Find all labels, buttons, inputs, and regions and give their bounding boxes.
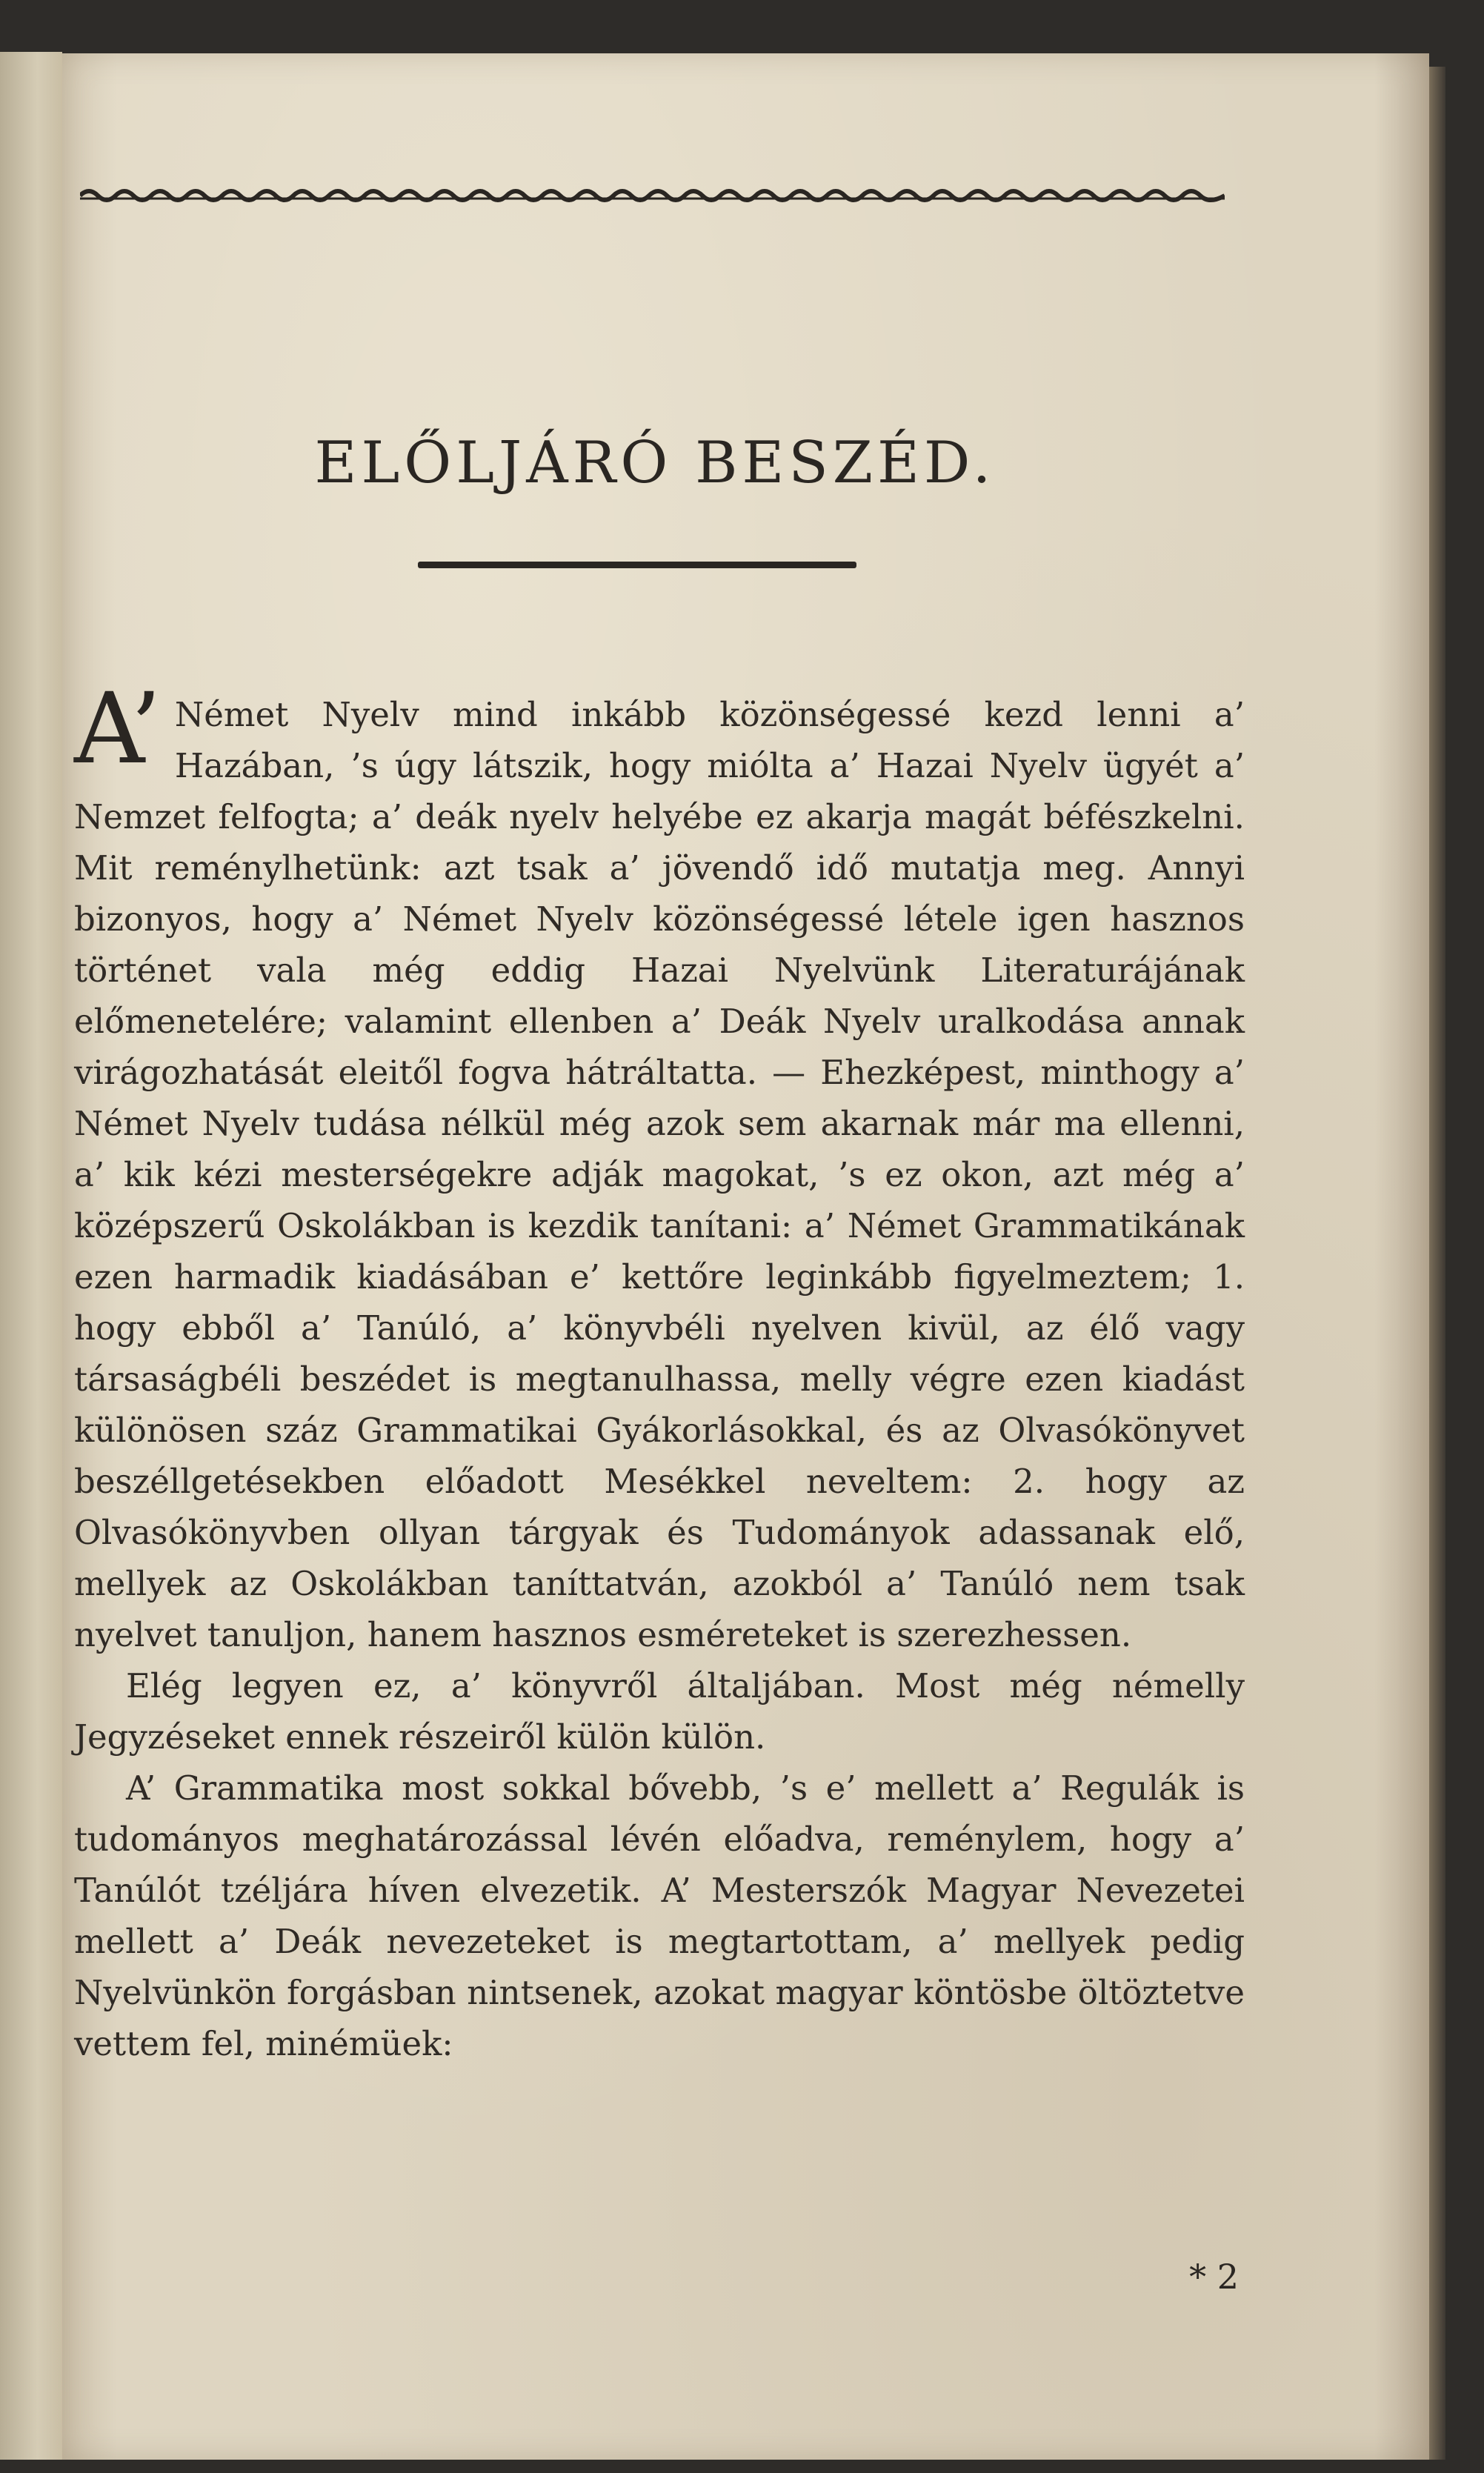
- decorative-header-border: [80, 182, 1225, 206]
- paragraph-1-text: Német Nyelv mind inkább közönségessé kezd lenni a’ Hazában, ’s úgy látszik, hogy miólta a’ Hazai Nyelv ügyét a’ Nemzet felfogta; a’ deák nyelv helyébe ez akarja magát béfészkelni. Mit reménylhetünk: azt tsak a’ jövendő idő mutatja meg. Annyi bizonyos, hogy a’ Német Nyelv közönségessé létele igen hasznos történet vala még eddig Hazai Nyelvünk Literaturájának előmenetelére; valamint ellenben a’ Deák Nyelv uralkodása annak virágozhatását eleitől fogva hátráltatta. — Ehezképest, minthogy a’ Német Nyelv tudása nélkül még azok sem akarnak már ma ellenni, a’ kik kézi mesterségekre adják magokat, ’s ez okon, azt még a’ középszerű Oskolákban is kezdik tanítani: a’ Német Grammatikának ezen harmadik kiadásában e’ kettőre leginkább figyelmeztem; 1. hogy ebből a’ Tanúló, a’ könyvbéli nyelven kivül, az élő vagy társaságbéli beszédet is megtanulhassa, melly végre ezen kiadást különösen száz Grammatikai Gyákorlásokkal, és az Olvasókönyvet beszéllgetésekben előadott Mesékkel neveltem: 2. hogy az Olvasókönyvben ollyan tárgyak és Tudományok adassanak elő, mellyek az Oskolákban taníttatván, azokból a’ Tanúló nem tsak nyelvet tanuljon, hanem hasznos esméreteket is szerezhessen.: [74, 695, 1245, 1654]
- title-underline-rule: [418, 562, 856, 568]
- paragraph-1: [74, 672, 1245, 1660]
- drop-cap: A’: [74, 672, 162, 786]
- paragraph-2: Elég legyen ez, a’ könyvről általjában. Most még némelly Jegyzéseket ennek részeiről külön külön.: [74, 1666, 1245, 1757]
- paragraph-3: A’ Grammatika most sokkal bővebb, ’s e’ mellett a’ Regulák is tudományos meghatározással lévén előadva, reménylem, hogy a’ Tanúlót tzéljára híven elvezetik. A’ Mesterszók Magyar Nevezetei mellett a’ Deák nevezeteket is megtartottam, a’ mellyek pedig Nyelvünkön forgásban nintsenek, azokat magyar köntösbe öltöztetve vettem fel, minémüek:: [74, 1768, 1245, 2063]
- page-block-edge: [1429, 67, 1445, 2460]
- body-text: [74, 672, 1245, 2069]
- page-title: ELŐLJÁRÓ BESZÉD.: [314, 430, 996, 496]
- signature-mark: * 2: [1189, 2257, 1239, 2297]
- facing-page-edge: [0, 52, 62, 2460]
